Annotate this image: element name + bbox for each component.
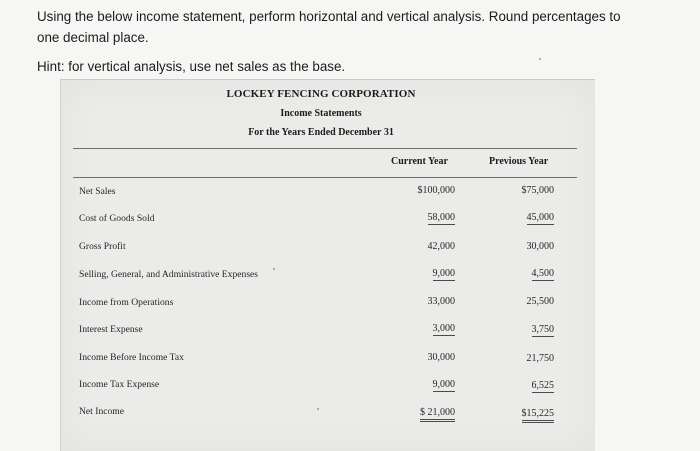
- income-statement-image: [60, 79, 595, 451]
- current-gross-profit: 42,000: [427, 241, 455, 252]
- previous-income-before-income-tax: 21,750: [526, 353, 554, 364]
- current-cost-of-goods-sold: 58,000: [427, 212, 455, 223]
- row-label-net-income: Net Income: [79, 406, 125, 417]
- previous-interest-expense: 3,750: [531, 324, 554, 335]
- row-label-income-before-income-tax: Income Before Income Tax: [79, 352, 184, 363]
- current-net-sales: $100,000: [417, 185, 455, 196]
- row-label-sga-expenses: Selling, General, and Administrative Expenses: [79, 269, 259, 280]
- previous-cost-of-goods-sold: 45,000: [526, 212, 554, 223]
- column-header-current-year: Current Year: [391, 156, 448, 167]
- statement-title: Income Statements: [280, 108, 362, 119]
- current-sga-expenses: 9,000: [432, 268, 455, 279]
- previous-income-from-operations: 25,500: [526, 296, 554, 307]
- previous-sga-expenses: 4,500: [531, 268, 554, 279]
- previous-gross-profit: 30,000: [526, 241, 554, 252]
- current-income-from-operations: 33,000: [427, 296, 455, 307]
- row-label-income-from-operations: Income from Operations: [79, 297, 174, 308]
- paper-speck: [273, 268, 275, 270]
- previous-income-tax-expense: 6,525: [531, 380, 554, 391]
- previous-net-sales: $75,000: [521, 185, 554, 196]
- paper-speck: [317, 408, 319, 410]
- current-income-before-income-tax: 30,000: [427, 352, 455, 363]
- hint-text: Hint: for vertical analysis, use net sales as the base.: [37, 59, 346, 74]
- header-rule-bottom: [73, 177, 577, 178]
- statement-period: For the Years Ended December 31: [248, 127, 394, 138]
- row-label-gross-profit: Gross Profit: [79, 241, 126, 252]
- row-label-net-sales: Net Sales: [79, 186, 116, 197]
- company-name: LOCKEY FENCING CORPORATION: [226, 88, 416, 100]
- previous-net-income: $15,225: [522, 408, 555, 423]
- row-label-interest-expense: Interest Expense: [79, 324, 143, 335]
- row-label-income-tax-expense: Income Tax Expense: [79, 379, 160, 390]
- header-rule-top: [73, 148, 577, 149]
- current-interest-expense: 3,000: [432, 323, 455, 334]
- row-label-cost-of-goods-sold: Cost of Goods Sold: [79, 213, 155, 224]
- current-income-tax-expense: 9,000: [432, 379, 455, 390]
- question-text: Using the below income statement, perform horizontal and vertical analysis. Round percentages to one decimal place.: [37, 9, 621, 45]
- current-net-income: $ 21,000: [420, 407, 455, 422]
- paper-speck: [539, 58, 541, 60]
- column-header-previous-year: Previous Year: [489, 156, 549, 167]
